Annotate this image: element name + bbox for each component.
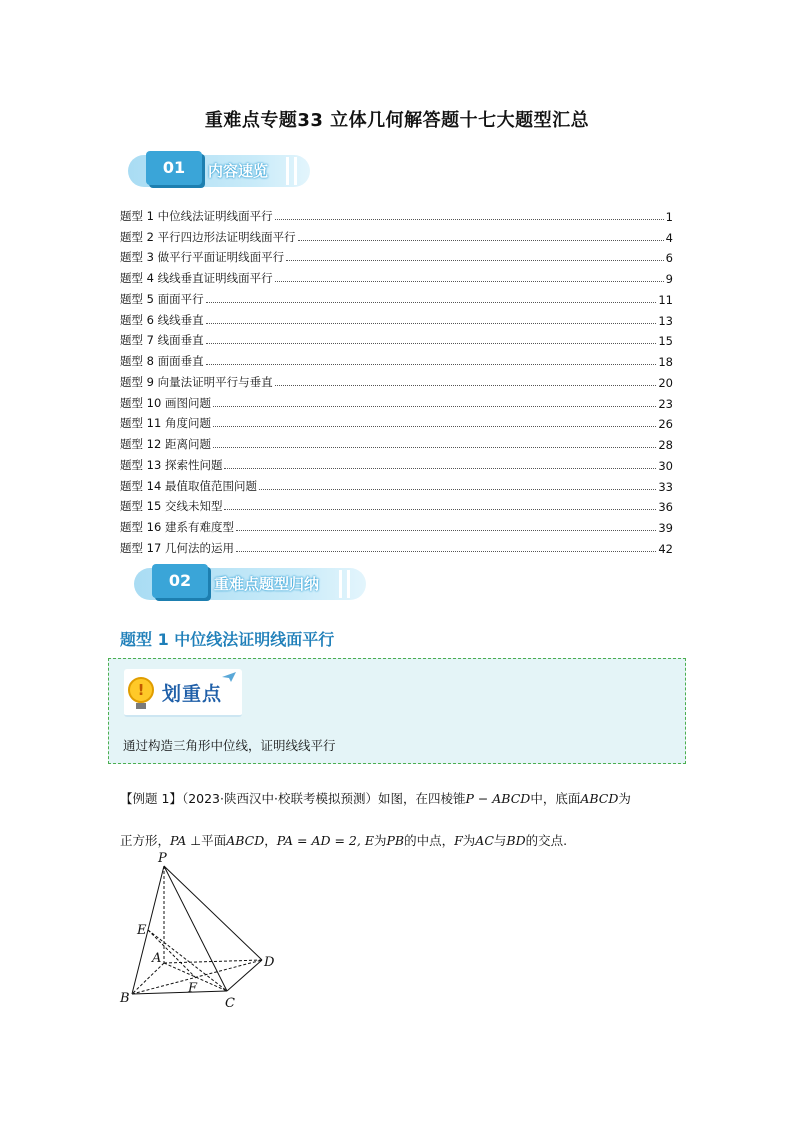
toc-leader-dots: [213, 406, 656, 407]
toc-page-number: 28: [658, 438, 673, 452]
toc-leader-dots: [286, 260, 664, 261]
toc-page-number: 6: [665, 251, 673, 266]
pyramid-figure: [112, 848, 287, 1013]
toc-entry[interactable]: [120, 369, 673, 390]
toc-entry[interactable]: [120, 390, 673, 411]
toc-entry[interactable]: [120, 535, 673, 556]
math-f: F: [454, 833, 463, 848]
banner-divider: [339, 570, 342, 598]
banner-number: 02: [152, 564, 208, 598]
toc-entry[interactable]: [120, 348, 673, 369]
toc-leader-dots: [275, 281, 664, 282]
toc-entry-title: 题型 11 角度问题: [120, 416, 211, 431]
example-source: （2023·陕西汉中·校联考模拟预测）如图，在四棱锥: [181, 791, 466, 806]
toc-entry-title: 题型 16 建系有难度型: [120, 520, 234, 534]
document-title: 重难点专题33 立体几何解答题十七大题型汇总: [204, 110, 590, 131]
toc-leader-dots: [213, 426, 656, 427]
key-point-box: [108, 658, 686, 764]
toc-leader-dots: [206, 364, 657, 365]
example-text: 与: [493, 833, 507, 848]
math-pb: PB: [386, 833, 405, 848]
label-c: C: [225, 996, 235, 1011]
banner-label: 内容速览: [208, 162, 269, 180]
toc-entry[interactable]: [120, 203, 673, 224]
toc-leader-dots: [275, 385, 657, 386]
toc-entry-title: 题型 3 做平行平面证明线面平行: [120, 250, 285, 265]
example-text: 的中点，: [404, 833, 455, 848]
toc-entry-title: 题型 2 平行四边形法证明线面平行: [120, 229, 296, 244]
paper-plane-icon: [222, 672, 236, 682]
table-of-contents: [120, 203, 673, 556]
toc-entry-title: 题型 6 线线垂直: [120, 312, 204, 327]
math-pa: PA: [170, 833, 187, 848]
toc-page-number: 11: [658, 292, 673, 307]
toc-entry[interactable]: [120, 328, 673, 349]
toc-entry-title: 题型 17 几何法的运用: [120, 540, 234, 555]
example-text: 中，底面: [530, 791, 581, 806]
toc-page-number: 26: [658, 417, 673, 432]
toc-page-number: 13: [658, 313, 673, 328]
toc-page-number: 4: [665, 230, 673, 245]
example-text: ，: [264, 833, 277, 848]
toc-leader-dots: [259, 489, 656, 490]
label-d: D: [264, 955, 275, 970]
toc-page-number: 39: [658, 521, 673, 535]
example-text: 正方形，: [120, 833, 171, 848]
toc-entry-title: 题型 9 向量法证明平行与垂直: [120, 374, 273, 389]
toc-entry[interactable]: [120, 431, 673, 452]
example-text: ⊥平面: [186, 833, 227, 848]
lightbulb-base: [136, 703, 146, 709]
label-a: A: [152, 951, 162, 966]
toc-page-number: 9: [665, 272, 673, 286]
label-p: P: [158, 851, 167, 866]
example-text: 的交点.: [525, 833, 568, 848]
toc-page-number: 23: [658, 396, 673, 411]
toc-page-number: 36: [658, 500, 673, 515]
toc-entry[interactable]: [120, 224, 673, 245]
toc-page-number: 20: [658, 375, 673, 390]
example-text: 为: [462, 833, 476, 848]
toc-entry-title: 题型 4 线线垂直证明线面平行: [120, 271, 273, 285]
label-b: B: [120, 991, 130, 1006]
toc-leader-dots: [224, 468, 656, 469]
toc-page-number: 30: [658, 458, 673, 473]
toc-entry-title: 题型 8 面面垂直: [120, 354, 204, 368]
toc-entry[interactable]: [120, 411, 673, 432]
section-banner-02: [134, 564, 366, 600]
toc-entry[interactable]: [120, 265, 673, 286]
toc-entry[interactable]: [120, 245, 673, 266]
toc-page-number: 15: [658, 334, 673, 349]
math-ac: AC: [475, 833, 494, 848]
toc-leader-dots: [206, 343, 657, 344]
math-pyramid: P − ABCD: [465, 791, 531, 806]
toc-entry-title: 题型 7 线面垂直: [120, 333, 204, 348]
toc-leader-dots: [236, 551, 656, 552]
banner-divider: [294, 157, 297, 185]
math-base: ABCD: [580, 791, 619, 806]
toc-entry[interactable]: [120, 286, 673, 307]
toc-entry[interactable]: [120, 307, 673, 328]
toc-page-number: 42: [658, 541, 673, 556]
toc-entry-title: 题型 13 探索性问题: [120, 457, 223, 472]
toc-leader-dots: [206, 323, 657, 324]
toc-entry[interactable]: [120, 514, 673, 535]
toc-leader-dots: [298, 240, 664, 241]
toc-leader-dots: [206, 302, 657, 303]
toc-entry[interactable]: [120, 452, 673, 473]
math-equation: PA = AD = 2, E: [276, 833, 374, 848]
section-banner-01: [128, 151, 310, 187]
toc-entry-title: 题型 10 画图问题: [120, 395, 211, 410]
section-heading: 题型 1 中位线法证明线面平行: [120, 630, 335, 649]
edge-pc: [164, 866, 227, 991]
example-lead: 【例题 1】: [120, 791, 182, 806]
banner-label: 重难点题型归纳: [214, 575, 320, 593]
toc-leader-dots: [224, 509, 656, 510]
label-e: E: [137, 923, 147, 938]
toc-page-number: 1: [665, 209, 673, 224]
example-text: 为: [373, 833, 387, 848]
math-bd: BD: [506, 833, 526, 848]
toc-entry[interactable]: [120, 494, 673, 515]
toc-leader-dots: [236, 530, 656, 531]
key-point-badge: [124, 669, 242, 717]
toc-page-number: 33: [658, 479, 673, 494]
lightbulb-icon: !: [128, 677, 154, 703]
example-text: 为: [618, 791, 631, 806]
toc-entry-title: 题型 14 最值取值范围问题: [120, 478, 257, 493]
toc-leader-dots: [275, 219, 664, 220]
banner-divider: [347, 570, 350, 598]
edge-bc: [132, 991, 227, 994]
edge-pd: [164, 866, 262, 960]
toc-entry-title: 题型 1 中位线法证明线面平行: [120, 208, 273, 223]
toc-entry-title: 题型 12 距离问题: [120, 437, 211, 451]
math-base: ABCD: [226, 833, 265, 848]
toc-entry-title: 题型 5 面面平行: [120, 291, 204, 306]
label-f: F: [188, 981, 198, 996]
toc-entry[interactable]: [120, 473, 673, 494]
toc-page-number: 18: [658, 355, 673, 369]
banner-divider: [286, 157, 289, 185]
banner-number: 01: [146, 151, 202, 185]
toc-leader-dots: [213, 447, 656, 448]
key-point-text: 通过构造三角形中位线，证明线线平行: [123, 738, 336, 753]
key-point-label: 划重点: [162, 683, 223, 705]
toc-entry-title: 题型 15 交线未知型: [120, 499, 223, 514]
